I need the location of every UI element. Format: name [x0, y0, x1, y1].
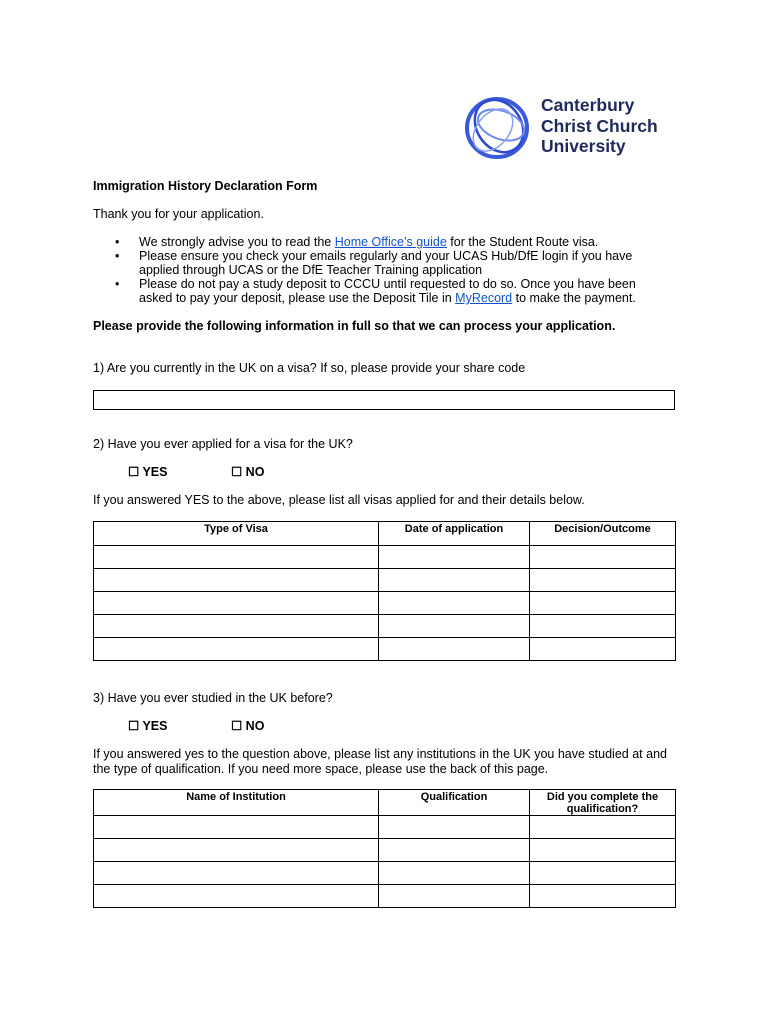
table-cell[interactable]: [530, 546, 676, 569]
table-row: [94, 615, 676, 638]
table-cell[interactable]: [94, 569, 379, 592]
question-1: 1) Are you currently in the UK on a visa? If so, please provide your share code: [93, 361, 526, 375]
visa-history-table: [93, 521, 676, 661]
table-row: [94, 839, 676, 862]
table-cell[interactable]: [379, 839, 530, 862]
table-cell[interactable]: [94, 592, 379, 615]
form-title: Immigration History Declaration Form: [93, 179, 318, 193]
table-row: [94, 546, 676, 569]
table-cell[interactable]: [379, 885, 530, 908]
table-cell[interactable]: [379, 638, 530, 661]
table-cell[interactable]: [530, 885, 676, 908]
question-2: 2) Have you ever applied for a visa for the UK?: [93, 437, 353, 451]
table-cell[interactable]: [379, 569, 530, 592]
table-cell[interactable]: [530, 615, 676, 638]
table-row: [94, 592, 676, 615]
table-cell[interactable]: [530, 638, 676, 661]
myrecord-link[interactable]: MyRecord: [455, 291, 513, 305]
table-row: [94, 569, 676, 592]
study-instruction: If you answered yes to the question above, please list any institutions in the UK you have studied at and the type of qualification. If you need more space, please use the back of this page.: [93, 747, 667, 776]
provide-instruction: Please provide the following information in full so that we can process your application.: [93, 319, 616, 333]
table-cell[interactable]: [379, 816, 530, 839]
advice-item: [93, 249, 669, 277]
study-history-table: [93, 789, 676, 908]
advice-item: [93, 235, 669, 249]
logo-line-1: Canterbury: [541, 95, 635, 115]
advice-text: Please do not pay a study deposit to CCCU until requested to do so. Once you have been asked to pay your deposit, please use the Deposit Tile in: [139, 277, 636, 305]
table-cell[interactable]: [379, 615, 530, 638]
advice-list: [93, 235, 693, 305]
column-header-decision-outcome: Decision/Outcome: [530, 522, 676, 546]
table-cell[interactable]: [94, 862, 379, 885]
table-row: [94, 862, 676, 885]
table-cell[interactable]: [379, 592, 530, 615]
column-header-qualification: Qualification: [379, 790, 530, 816]
table-cell[interactable]: [530, 592, 676, 615]
table-cell[interactable]: [94, 839, 379, 862]
logo-rings-icon: [463, 92, 535, 162]
table-row: [94, 885, 676, 908]
logo-line-2: Christ Church: [541, 115, 658, 136]
column-header-name-of-institution: Name of Institution: [94, 790, 379, 816]
table-cell[interactable]: [94, 638, 379, 661]
share-code-field[interactable]: [93, 390, 675, 410]
home-office-guide-link[interactable]: Home Office’s guide: [334, 235, 447, 249]
visa-instruction: If you answered YES to the above, please list all visas applied for and their details below.: [93, 493, 585, 507]
column-header-completed: Did you complete the qualification?: [530, 790, 676, 816]
table-row: [94, 638, 676, 661]
table-cell[interactable]: [94, 816, 379, 839]
table-cell[interactable]: [530, 862, 676, 885]
question-3: 3) Have you ever studied in the UK before?: [93, 691, 333, 705]
table-cell[interactable]: [379, 862, 530, 885]
table-cell[interactable]: [94, 615, 379, 638]
advice-text: to make the payment.: [512, 291, 636, 305]
column-header-type-of-visa: Type of Visa: [94, 522, 379, 546]
visa-yes-checkbox[interactable]: ☐ YES: [128, 465, 168, 479]
table-cell[interactable]: [530, 839, 676, 862]
table-cell[interactable]: [94, 546, 379, 569]
column-header-date-of-application: Date of application: [379, 522, 530, 546]
table-cell[interactable]: [379, 546, 530, 569]
advice-text: We strongly advise you to read the: [139, 235, 335, 249]
table-cell[interactable]: [530, 816, 676, 839]
table-cell[interactable]: [530, 569, 676, 592]
thanks-text: Thank you for your application.: [93, 207, 264, 221]
advice-item: [93, 277, 669, 305]
table-row: [94, 816, 676, 839]
advice-text: Please ensure you check your emails regularly and your UCAS Hub/DfE login if you have applied through UCAS or the DfE Teacher Training application: [139, 249, 633, 277]
university-logo: [463, 92, 678, 162]
table-cell[interactable]: [94, 885, 379, 908]
table-header-row: [94, 790, 676, 816]
logo-line-3: University: [541, 136, 626, 156]
studied-no-checkbox[interactable]: ☐ NO: [231, 719, 265, 733]
visa-no-checkbox[interactable]: ☐ NO: [231, 465, 265, 479]
studied-yes-checkbox[interactable]: ☐ YES: [128, 719, 168, 733]
logo-wordmark: [541, 95, 658, 157]
table-header-row: [94, 522, 676, 546]
advice-text: for the Student Route visa.: [446, 235, 599, 249]
